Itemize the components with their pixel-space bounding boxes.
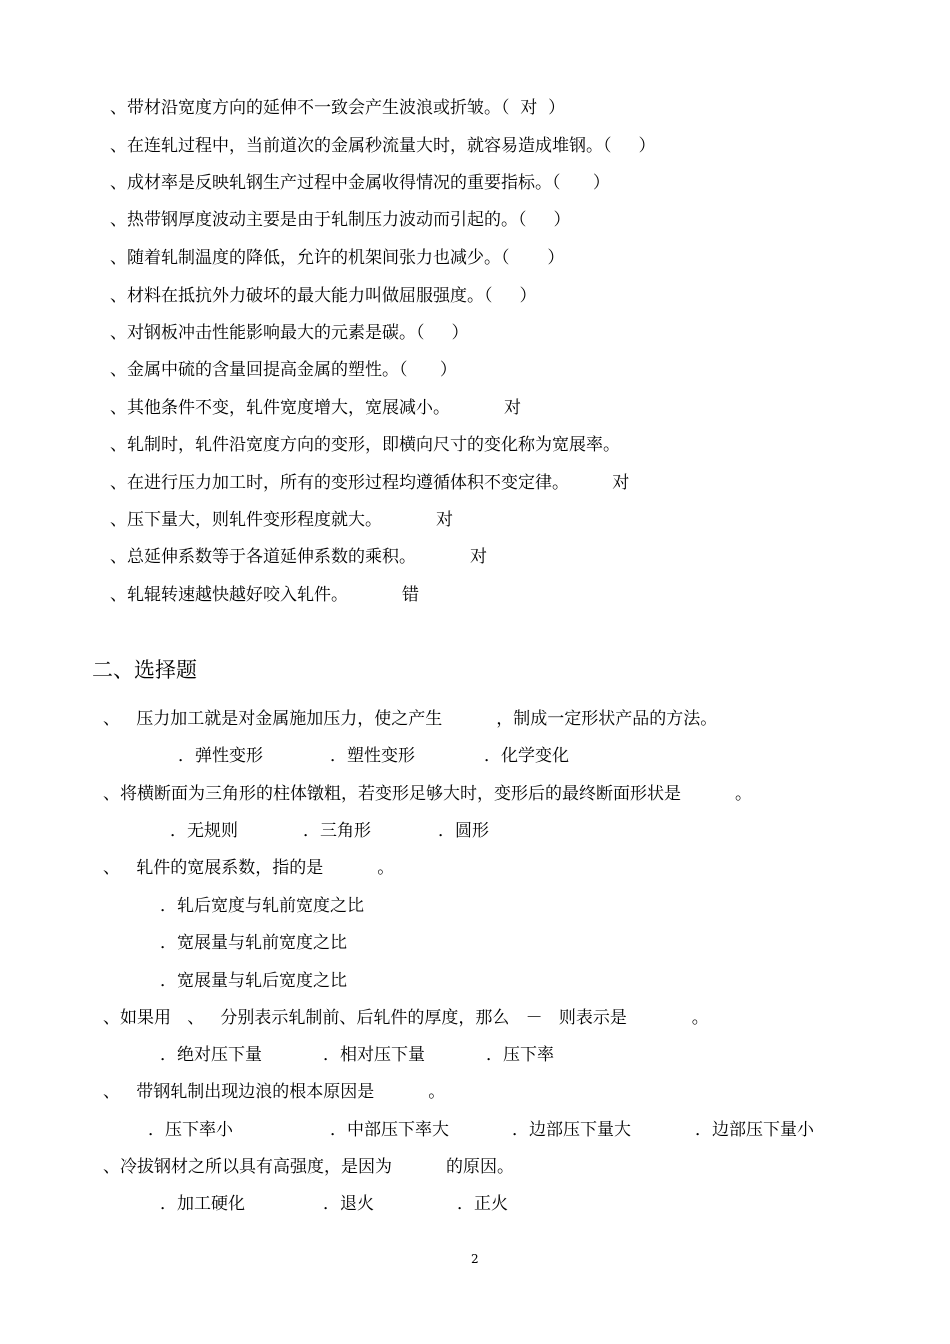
option: ．边部压下量小 [695, 1120, 814, 1140]
tf-item: 、在进行压力加工时，所有的变形过程均遵循体积不变定律。 对 [110, 473, 630, 493]
tf-item: 、金属中硫的含量回提高金属的塑性。（ ） [110, 360, 457, 380]
option: ．压下率 [486, 1045, 554, 1065]
option: ．压下率小 [148, 1120, 233, 1140]
tf-item: 、材料在抵抗外力破坏的最大能力叫做屈服强度。（ ） [110, 286, 537, 306]
tf-item: 、在连轧过程中，当前道次的金属秒流量大时，就容易造成堆钢。（ ） [110, 136, 656, 156]
option: ．加工硬化 [160, 1194, 245, 1214]
question: 、冷拔钢材之所以具有高强度，是因为 的原因。 [103, 1157, 515, 1177]
tf-item: 、其他条件不变，轧件宽度增大，宽展减小。 对 [110, 398, 522, 418]
option: ．绝对压下量 [160, 1045, 262, 1065]
question: 、 带钢轧制出现边浪的根本原因是 。 [103, 1082, 446, 1102]
option: ．弹性变形 [178, 746, 263, 766]
question: 、如果用 、 分别表示轧制前、后轧件的厚度，那么 － 则表示是 。 [103, 1008, 709, 1028]
option: ．相对压下量 [323, 1045, 425, 1065]
option: ．退火 [323, 1194, 374, 1214]
option: ．圆形 [438, 821, 489, 841]
tf-item: 、压下量大，则轧件变形程度就大。 对 [110, 510, 454, 530]
option: ．正火 [457, 1194, 508, 1214]
tf-item: 、带材沿宽度方向的延伸不一致会产生波浪或折皱。（ 对 ） [110, 98, 566, 118]
option: ．宽展量与轧前宽度之比 [160, 933, 347, 953]
option: ．无规则 [170, 821, 238, 841]
option: ．三角形 [303, 821, 371, 841]
tf-item: 、随着轧制温度的降低，允许的机架间张力也减少。（ ） [110, 248, 565, 268]
option: ．塑性变形 [330, 746, 415, 766]
option: ．边部压下量大 [512, 1120, 631, 1140]
question: 、将横断面为三角形的柱体镦粗，若变形足够大时，变形后的最终断面形状是 。 [103, 784, 753, 804]
tf-item: 、成材率是反映轧钢生产过程中金属收得情况的重要指标。（ ） [110, 173, 610, 193]
tf-item: 、轧制时，轧件沿宽度方向的变形，即横向尺寸的变化称为宽展率。 [110, 435, 620, 455]
option: ．化学变化 [484, 746, 569, 766]
tf-item: 、总延伸系数等于各道延伸系数的乘积。 对 [110, 547, 488, 567]
question: 、 轧件的宽展系数，指的是 。 [103, 858, 395, 878]
option: ．轧后宽度与轧前宽度之比 [160, 896, 364, 916]
tf-item: 、轧辊转速越快越好咬入轧件。 错 [110, 585, 420, 605]
question: 、 压力加工就是对金属施加压力，使之产生 ，制成一定形状产品的方法。 [103, 709, 718, 729]
page-number: 2 [471, 1252, 479, 1266]
option: ．宽展量与轧后宽度之比 [160, 971, 347, 991]
section-heading: 二、选择题 [92, 658, 197, 682]
tf-item: 、对钢板冲击性能影响最大的元素是碳。（ ） [110, 323, 469, 343]
option: ．中部压下率大 [330, 1120, 449, 1140]
tf-item: 、热带钢厚度波动主要是由于轧制压力波动而引起的。（ ） [110, 210, 571, 230]
